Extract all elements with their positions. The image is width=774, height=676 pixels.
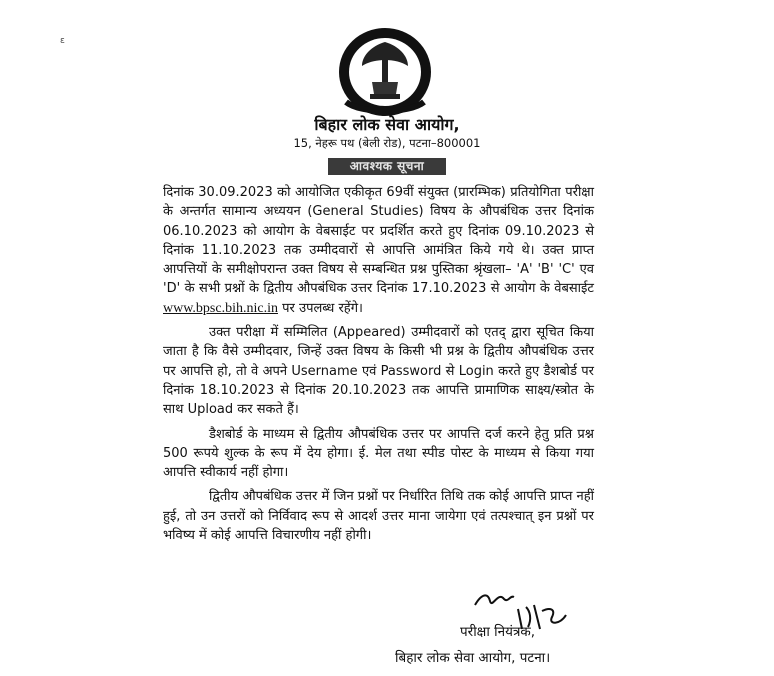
notice-title: आवश्यक सूचना: [328, 158, 446, 175]
paragraph-3: डैशबोर्ड के माध्यम से द्वितीय औपबंधिक उत्तर पर आपत्ति दर्ज करने हेतु प्रति प्रश्न 500 रूपये शुल्क के रूप में देय होगा। ई. मेल तथा स्पीड पोस्ट के माध्यम से किया गया आपत्ति स्वीकार्य नहीं होगा।: [163, 426, 594, 481]
notice-body: [163, 183, 594, 550]
paragraph-4: द्वितीय औपबंधिक उत्तर में जिन प्रश्नों पर निर्धारित तिथि तक कोई आपत्ति प्राप्त नहीं हुई, तो उन उत्तरों को निर्विवाद रूप से आदर्श उत्तर माना जायेगा एवं तत्पश्चात् इन प्रश्नों पर भविष्य में कोई आपत्ति विचारणीय नहीं होगी।: [163, 489, 594, 544]
organization-name: बिहार लोक सेवा आयोग,: [314, 115, 460, 134]
paragraph-2: उक्त परीक्षा में सम्मिलित (Appeared) उम्मीदवारों को एतद् द्वारा सूचित किया जाता है कि वैसे उम्मीदवार, जिन्हें उक्त विषय के किसी भी प्रश्न के द्वितीय औपबंधिक उत्तर पर आपत्ति हो, तो वे अपने Username एवं Password से Login करते हुए डैशबोर्ड पर दिनांक 18.10.2023 से दिनांक 20.10.2023 तक आपत्ति प्रामाणिक साक्ष्य/स्त्रोत के साथ Upload कर सकते हैं।: [163, 325, 594, 418]
margin-mark: ɛ: [60, 36, 65, 46]
paragraph-1: दिनांक 30.09.2023 को आयोजित एकीकृत 69वीं संयुक्त (प्रारम्भिक) प्रतियोगिता परीक्षा के अन्तर्गत सामान्य अध्ययन (General Studies) विषय के औपबंधिक उत्तर दिनांक 06.10.2023 को आयोग के वेबसाईट पर प्रदर्शित करते हुए दिनांक 09.10.2023 से दिनांक 11.10.2023 तक उम्मीदवारों से आपत्ति आमंत्रित किये गये थे। उक्त प्राप्त आपत्तियों के समीक्षोपरान्त उक्त विषय से सम्बन्धित प्रश्न पुस्तिका श्रृंखला– 'A' 'B' 'C' एव 'D' के सभी प्रश्नों के द्वितीय औपबंधिक उत्तर दिनांक 17.10.2023 से आयोग के वेबसाईट www.bpsc.bih.nic.in पर उपलब्ध रहेंगे।: [163, 185, 594, 316]
website-link[interactable]: www.bpsc.bih.nic.in: [163, 300, 278, 316]
signer-organization: बिहार लोक सेवा आयोग, पटना।: [395, 650, 551, 666]
signer-title: परीक्षा नियंत्रक,: [460, 624, 536, 640]
organization-address: 15, नेहरू पथ (बेली रोड), पटना–800001: [293, 136, 481, 150]
bpsc-emblem-icon: [326, 22, 444, 118]
